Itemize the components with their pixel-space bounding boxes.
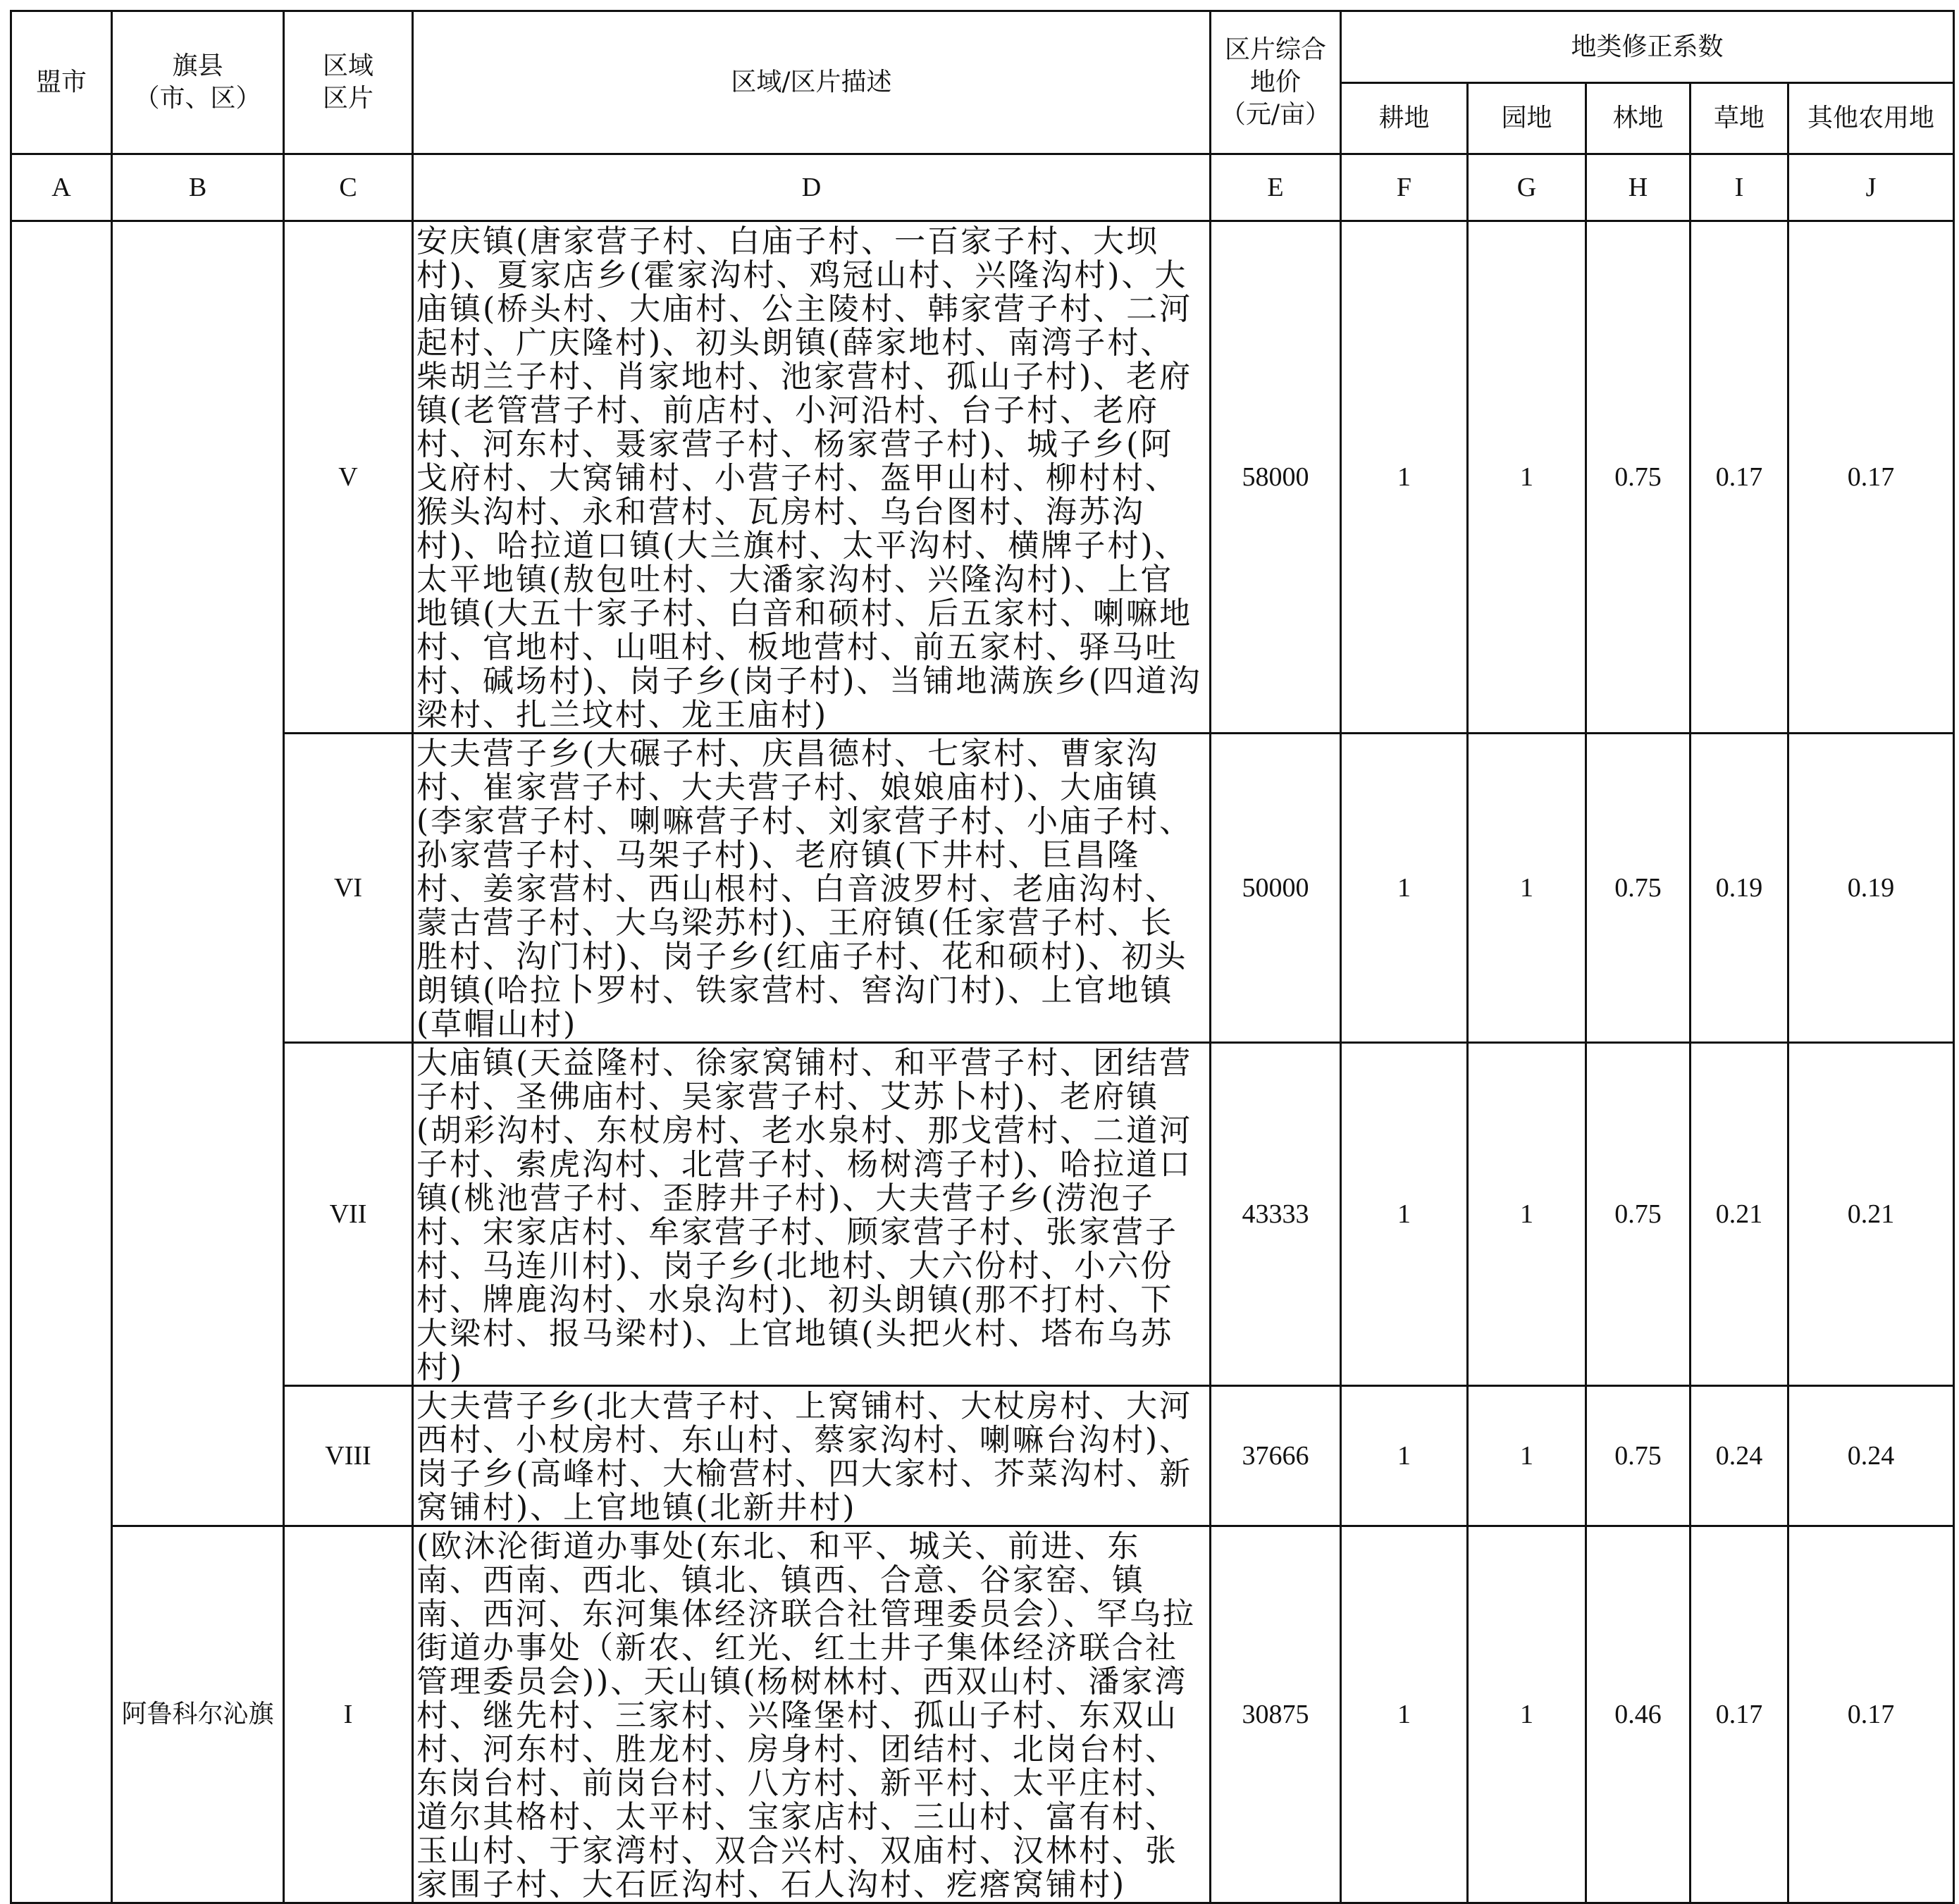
letter-cell: B [112,154,284,221]
header-county-line2: （市、区） [134,84,261,113]
description-cell: 安庆镇(唐家营子村、白庙子村、一百家子村、大坝村)、夏家店乡(霍家沟村、鸡冠山村、兴隆沟村)、大庙镇(桥头村、大庙村、公主陵村、韩家营子村、二河起村、广庆隆村)、初头朗镇(薛家地村、南湾子村、柴胡兰子村、肖家地村、池家营村、孤山子村)、老府镇(老管营子村、前店村、小河沿村、台子村、老府村、河东村、聂家营子村、杨家营子村)、城子乡(阿戈府村、大窝铺村、小营子村、盔甲山村、柳村村、猴头沟村、永和营村、瓦房村、乌台图村、海苏沟村)、哈拉道口镇(大兰旗村、太平沟村、横牌子村)、太平地镇(敖包吐村、大潘家沟村、兴隆沟村)、上官地镇(大五十家子村、白音和硕村、后五家村、喇嘛地村、官地村、山咀村、板地营村、前五家村、驿马吐村、碱场村)、岗子乡(岗子村)、当铺地满族乡(四道沟梁村、扎兰坟村、龙王庙村) [413,221,1211,734]
letter-cell: C [284,154,413,221]
header-zone-line1: 区域 [322,51,373,80]
coef-garden: 1 [1468,734,1586,1043]
coef-grassland: 0.17 [1691,1526,1788,1903]
zone-cell: VII [284,1043,413,1386]
description-cell: 大夫营子乡(北大营子村、上窝铺村、大杖房村、大河西村、小杖房村、东山村、蔡家沟村、喇嘛台沟村)、岗子乡(高峰村、大榆营村、四大家村、芥菜沟村、新窝铺村)、上官地镇(北新井村) [413,1386,1211,1526]
price-cell: 50000 [1211,734,1341,1043]
coef-grassland: 0.24 [1691,1386,1788,1526]
coef-garden: 1 [1468,221,1586,734]
coef-forest: 0.75 [1586,734,1691,1043]
header-county-line1: 旗县 [172,51,223,80]
header-cultivated: 耕地 [1341,83,1468,154]
description-cell: (欧沐沦街道办事处(东北、和平、城关、前进、东南、西南、西北、镇北、镇西、合意、谷家窑、镇南、西河、东河集体经济联合社管理委员会）、罕乌拉街道办事处（新农、红光、红土井子集体经济联合社管理委员会))、天山镇(杨树林村、西双山村、潘家湾村、继先村、三家村、兴隆堡村、孤山子村、东双山村、河东村、胜龙村、房身村、团结村、北岗台村、东岗台村、前岗台村、八方村、新平村、太平庄村、道尔其格村、太平村、宝家店村、三山村、富有村、玉山村、于家湾村、双合兴村、双庙村、汉林村、张家围子村、大石匠沟村、石人沟村、疙瘩窝铺村) [413,1526,1211,1903]
coef-grassland: 0.19 [1691,734,1788,1043]
county-cell: 阿鲁科尔沁旗 [112,1526,284,1903]
coef-other: 0.24 [1788,1386,1954,1526]
coef-cultivated: 1 [1341,1526,1468,1903]
coef-garden: 1 [1468,1526,1586,1903]
table-row [11,221,1954,734]
coef-garden: 1 [1468,1043,1586,1386]
description-cell: 大庙镇(天益隆村、徐家窝铺村、和平营子村、团结营子村、圣佛庙村、吴家营子村、艾苏卜村)、老府镇(胡彩沟村、东杖房村、老水泉村、那戈营村、二道河子村、索虎沟村、北营子村、杨树湾子村)、哈拉道口镇(桃池营子村、歪脖井子村)、大夫营子乡(涝泡子村、宋家店村、牟家营子村、顾家营子村、张家营子村、马连川村)、岗子乡(北地村、大六份村、小六份村、牌鹿沟村、水泉沟村)、初头朗镇(那不打村、下大梁村、报马梁村)、上官地镇(头把火村、塔布乌苏村) [413,1043,1211,1386]
coef-other: 0.21 [1788,1043,1954,1386]
coef-forest: 0.75 [1586,1043,1691,1386]
coef-cultivated: 1 [1341,221,1468,734]
header-description: 区域/区片描述 [413,11,1211,154]
header-garden: 园地 [1468,83,1586,154]
header-city: 盟市 [11,11,112,154]
header-grassland: 草地 [1691,83,1788,154]
price-cell: 43333 [1211,1043,1341,1386]
header-price-line2: 地价 [1249,68,1301,97]
city-cell [11,221,112,1903]
table-row [11,1043,1954,1386]
land-price-table [10,10,1955,1904]
table-row [11,734,1954,1043]
zone-cell: I [284,1526,413,1903]
letter-cell: G [1468,154,1586,221]
letter-cell: D [413,154,1211,221]
header-coefficient-group: 地类修正系数 [1341,11,1954,83]
coef-grassland: 0.17 [1691,221,1788,734]
price-cell: 58000 [1211,221,1341,734]
letter-row [11,154,1954,221]
coef-grassland: 0.21 [1691,1043,1788,1386]
coef-garden: 1 [1468,1386,1586,1526]
coef-cultivated: 1 [1341,1386,1468,1526]
header-other: 其他农用地 [1788,83,1954,154]
coef-forest: 0.46 [1586,1526,1691,1903]
zone-cell: VI [284,734,413,1043]
header-price-line1: 区片综合 [1224,35,1326,64]
table-row [11,1386,1954,1526]
coef-cultivated: 1 [1341,734,1468,1043]
header-price-line3: （元/亩） [1220,100,1331,129]
header-forest: 林地 [1586,83,1691,154]
letter-cell: E [1211,154,1341,221]
coef-other: 0.17 [1788,1526,1954,1903]
price-cell: 37666 [1211,1386,1341,1526]
table-row [11,1526,1954,1903]
letter-cell: J [1788,154,1954,221]
coef-cultivated: 1 [1341,1043,1468,1386]
letter-cell: F [1341,154,1468,221]
coef-other: 0.19 [1788,734,1954,1043]
letter-cell: H [1586,154,1691,221]
letter-cell: I [1691,154,1788,221]
zone-cell: V [284,221,413,734]
price-cell: 30875 [1211,1526,1341,1903]
letter-cell: A [11,154,112,221]
coef-other: 0.17 [1788,221,1954,734]
description-cell: 大夫营子乡(大碾子村、庆昌德村、七家村、曹家沟村、崔家营子村、大夫营子村、娘娘庙村)、大庙镇(李家营子村、喇嘛营子村、刘家营子村、小庙子村、孙家营子村、马架子村)、老府镇(下井村、巨昌隆村、姜家营村、西山根村、白音波罗村、老庙沟村、蒙古营子村、大乌梁苏村)、王府镇(任家营子村、长胜村、沟门村)、岗子乡(红庙子村、花和硕村)、初头朗镇(哈拉卜罗村、铁家营村、窖沟门村)、上官地镇(草帽山村) [413,734,1211,1043]
coef-forest: 0.75 [1586,221,1691,734]
county-cell [112,221,284,1526]
header-zone-line2: 区片 [322,84,373,113]
zone-cell: VIII [284,1386,413,1526]
header-zone [284,11,413,154]
header-county [112,11,284,154]
header-price [1211,11,1341,154]
coef-forest: 0.75 [1586,1386,1691,1526]
